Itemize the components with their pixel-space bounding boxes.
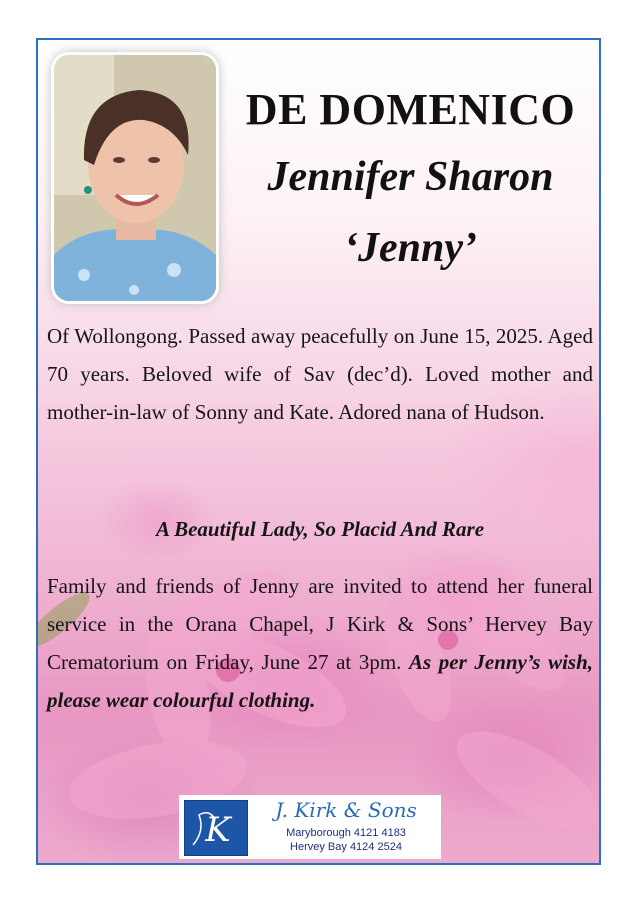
funeral-details-text: Family and friends of Jenny are invited to attend her funeral service in the Orana Chapel, J Kirk & Sons’ Hervey Bay Crematorium on Friday, June 27 at 3pm. [47, 574, 593, 674]
logo-phone-maryborough: Maryborough 4121 4183 [286, 827, 406, 839]
funeral-director-logo [179, 795, 441, 859]
death-notice-paragraph: Of Wollongong. Passed away peacefully on June 15, 2025. Aged 70 years. Beloved wife of Sav (dec’d). Loved mother and mother-in-law of Sonny and Kate. Adored nana of Hudson. [47, 324, 593, 424]
logo-monogram: K [205, 810, 231, 850]
logo-phone-hervey-bay: Hervey Bay 4124 2524 [290, 841, 402, 853]
notice-frame [36, 38, 601, 865]
logo-company-name: J. Kirk & Sons [275, 798, 417, 822]
kirk-monogram-icon [184, 800, 248, 856]
funeral-details-paragraph [47, 567, 593, 719]
surname-heading: DE DOMENICO [245, 85, 576, 134]
given-names-heading: Jennifer Sharon [267, 154, 554, 200]
portrait-photo [51, 52, 219, 304]
dress-code-note: As per Jenny’s wish, please wear colourful clothing. [47, 650, 594, 712]
nickname-heading: ‘Jenny’ [344, 225, 477, 271]
memorial-verse: A Beautiful Lady, So Placid And Rare [155, 517, 485, 541]
